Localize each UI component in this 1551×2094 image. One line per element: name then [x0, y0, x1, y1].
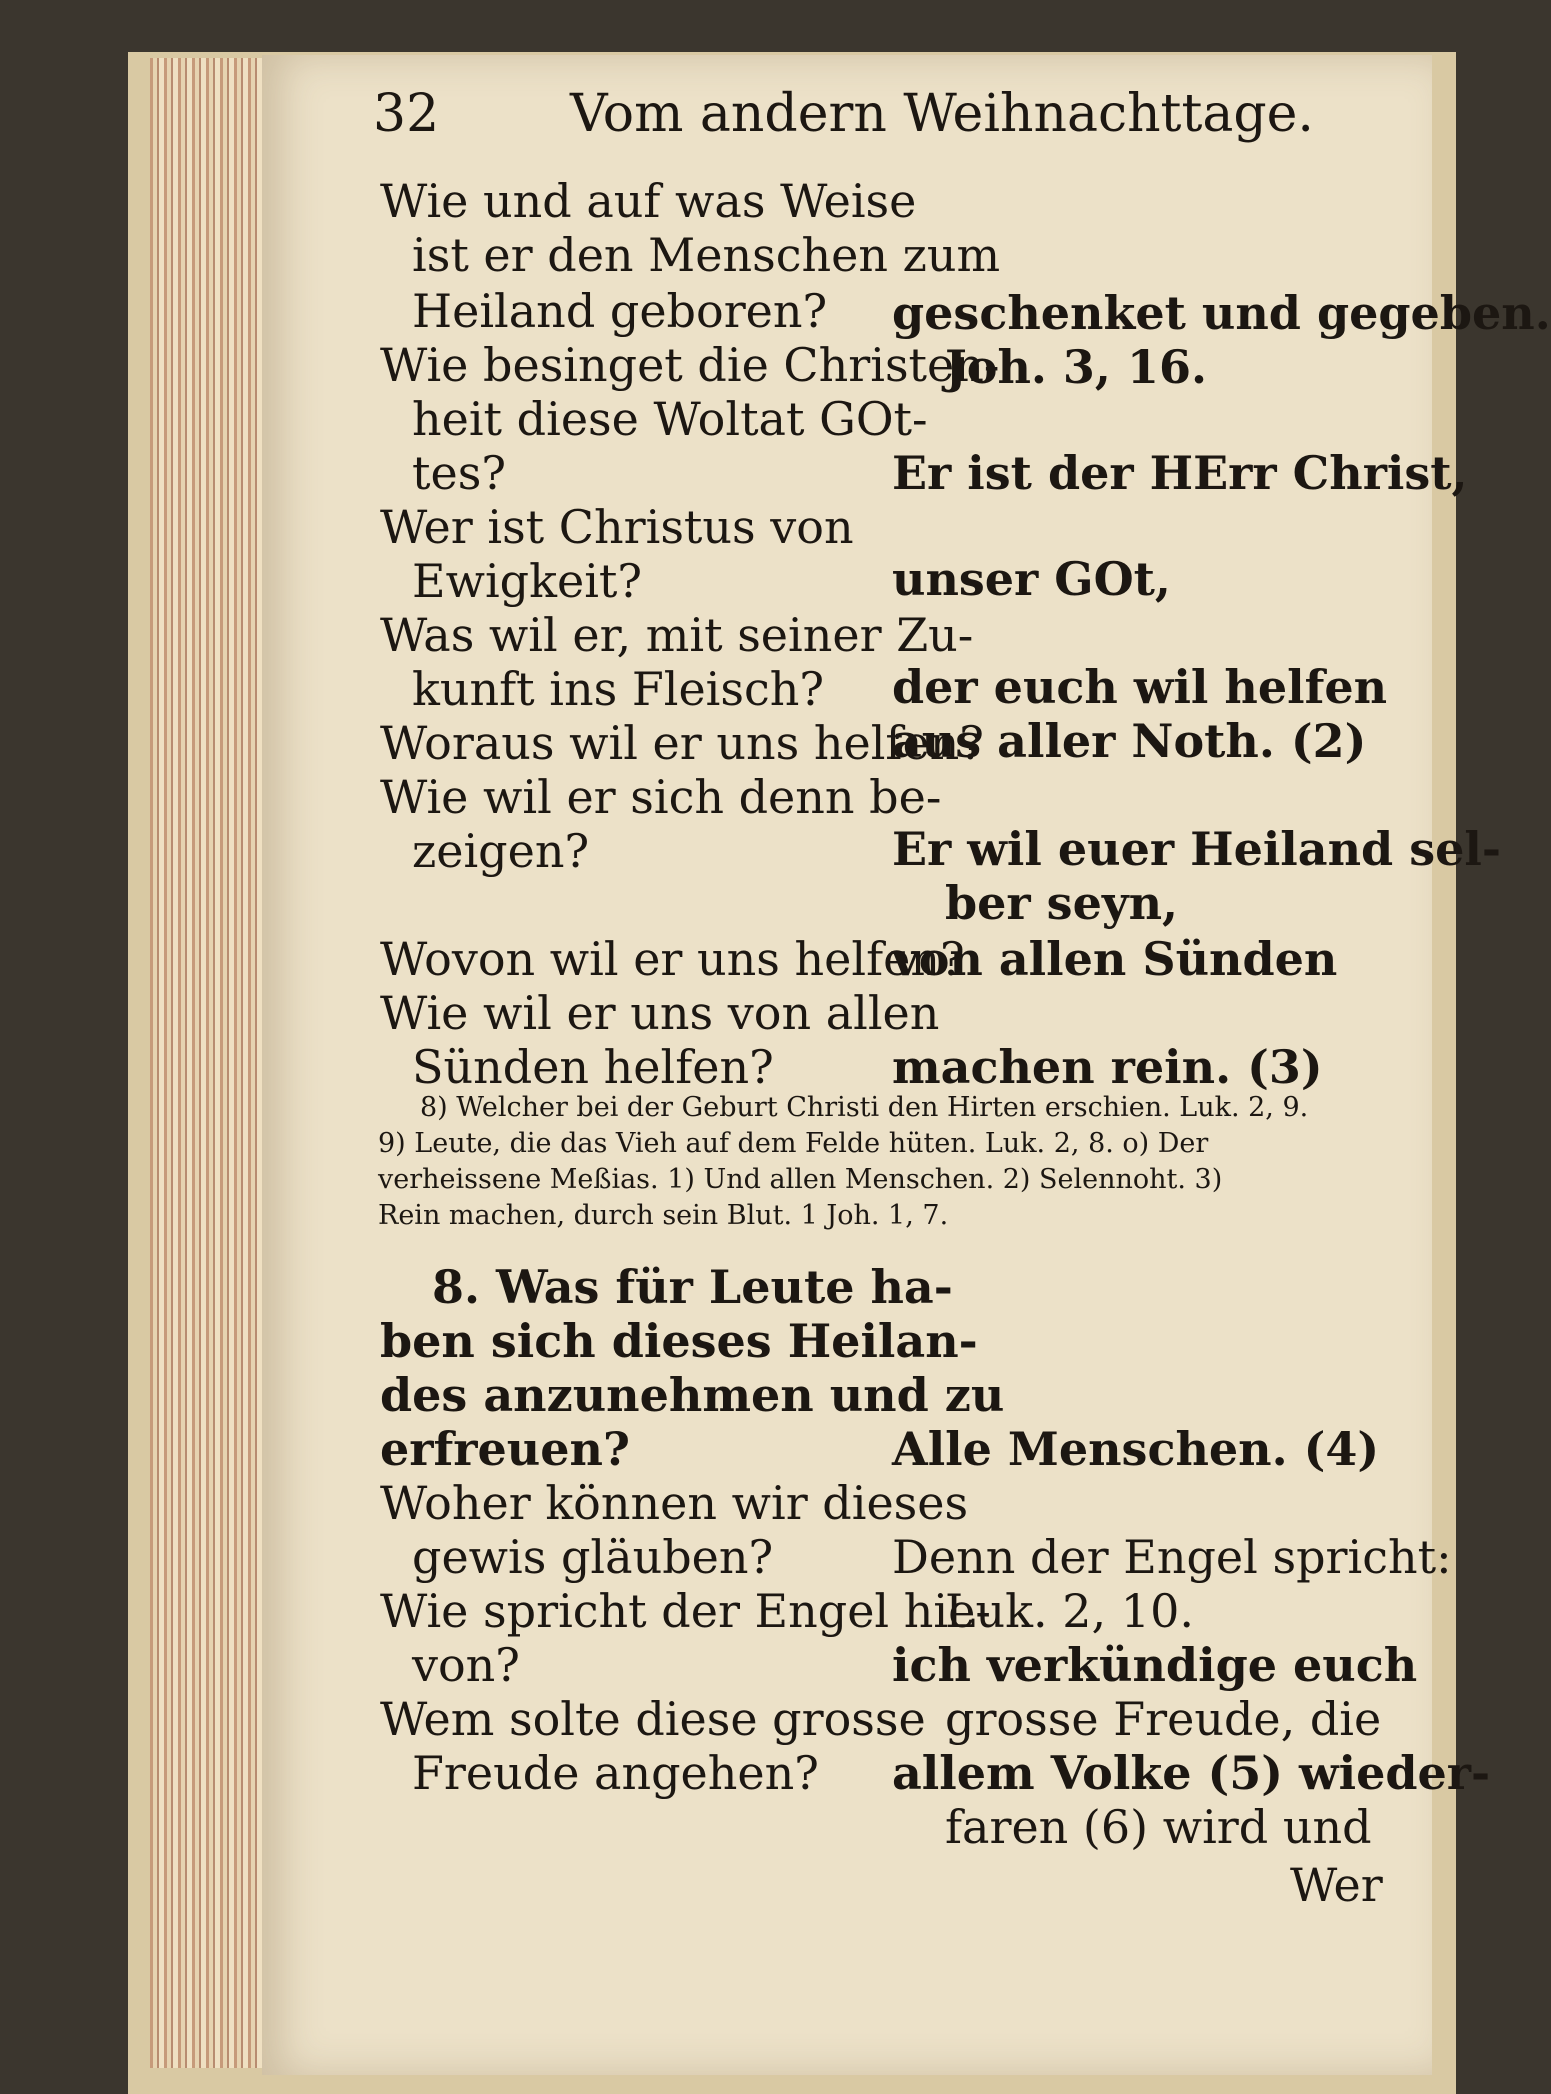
- answer-line: der euch wil helfen: [892, 660, 1388, 714]
- footnote-line: 8) Welcher bei der Geburt Christi den Hirten erschien. Luk. 2, 9.: [420, 1092, 1309, 1123]
- page-number: 32: [373, 84, 440, 144]
- answer-line: des anzunehmen und zu: [380, 1368, 1005, 1422]
- question-line: zeigen?: [412, 824, 590, 878]
- question-line: Wie besinget die Christen-: [380, 338, 1000, 392]
- answer-line: Er ist der HErr Christ,: [892, 446, 1468, 500]
- question-line: Freude angehen?: [412, 1746, 819, 1800]
- question-line: grosse Freude, die: [945, 1692, 1382, 1746]
- question-line: faren (6) wird und: [945, 1800, 1372, 1854]
- question-line: Wovon wil er uns helfen?: [380, 932, 965, 986]
- question-line: Wie spricht der Engel hie-: [380, 1584, 991, 1638]
- question-line: heit diese Woltat GOt-: [412, 392, 928, 446]
- answer-line: machen rein. (3): [892, 1040, 1323, 1094]
- question-line: Wie wil er uns von allen: [380, 986, 940, 1040]
- question-line: Denn der Engel spricht:: [892, 1530, 1452, 1584]
- question-line: gewis gläuben?: [412, 1530, 774, 1584]
- footnote-line: verheissene Meßias. 1) Und allen Menschen. 2) Selennoht. 3): [378, 1164, 1223, 1195]
- catchword: Wer: [1290, 1858, 1383, 1912]
- answer-line: erfreuen?: [380, 1422, 630, 1476]
- answer-line: geschenket und gegeben.: [892, 286, 1551, 340]
- page-edges: [150, 58, 270, 2068]
- answer-line: Er wil euer Heiland sel-: [892, 822, 1501, 876]
- running-title: Vom andern Weihnachttage.: [570, 84, 1314, 144]
- footnote-line: Rein machen, durch sein Blut. 1 Joh. 1, 7.: [378, 1200, 949, 1231]
- answer-line: aus aller Noth. (2): [892, 714, 1367, 768]
- question-line: Heiland geboren?: [412, 284, 828, 338]
- question-line: Sünden helfen?: [412, 1040, 774, 1094]
- question-line: von?: [412, 1638, 520, 1692]
- question-line: ist er den Menschen zum: [412, 228, 1001, 282]
- question-line: Luk. 2, 10.: [945, 1584, 1194, 1638]
- question-line: Wem solte diese grosse: [380, 1692, 926, 1746]
- answer-line: allem Volke (5) wieder-: [892, 1746, 1491, 1800]
- answer-line: 8. Was für Leute ha-: [432, 1260, 953, 1314]
- answer-line: ben sich dieses Heilan-: [380, 1314, 978, 1368]
- answer-line: ber seyn,: [945, 876, 1179, 930]
- answer-line: Alle Menschen. (4): [892, 1422, 1380, 1476]
- question-line: Was wil er, mit seiner Zu-: [380, 608, 974, 662]
- question-line: Woraus wil er uns helfen?: [380, 716, 984, 770]
- footnote-line: 9) Leute, die das Vieh auf dem Felde hüten. Luk. 2, 8. o) Der: [378, 1128, 1209, 1159]
- question-line: tes?: [412, 446, 506, 500]
- answer-line: Joh. 3, 16.: [945, 340, 1207, 394]
- answer-line: unser GOt,: [892, 552, 1171, 606]
- question-line: Wie und auf was Weise: [380, 174, 917, 228]
- question-line: kunft ins Fleisch?: [412, 662, 825, 716]
- question-line: Ewigkeit?: [412, 554, 643, 608]
- question-line: Wie wil er sich denn be-: [380, 770, 942, 824]
- answer-line: ich verkündige euch: [892, 1638, 1418, 1692]
- question-line: Woher können wir dieses: [380, 1476, 969, 1530]
- answer-line: von allen Sünden: [892, 932, 1338, 986]
- question-line: Wer ist Christus von: [380, 500, 854, 554]
